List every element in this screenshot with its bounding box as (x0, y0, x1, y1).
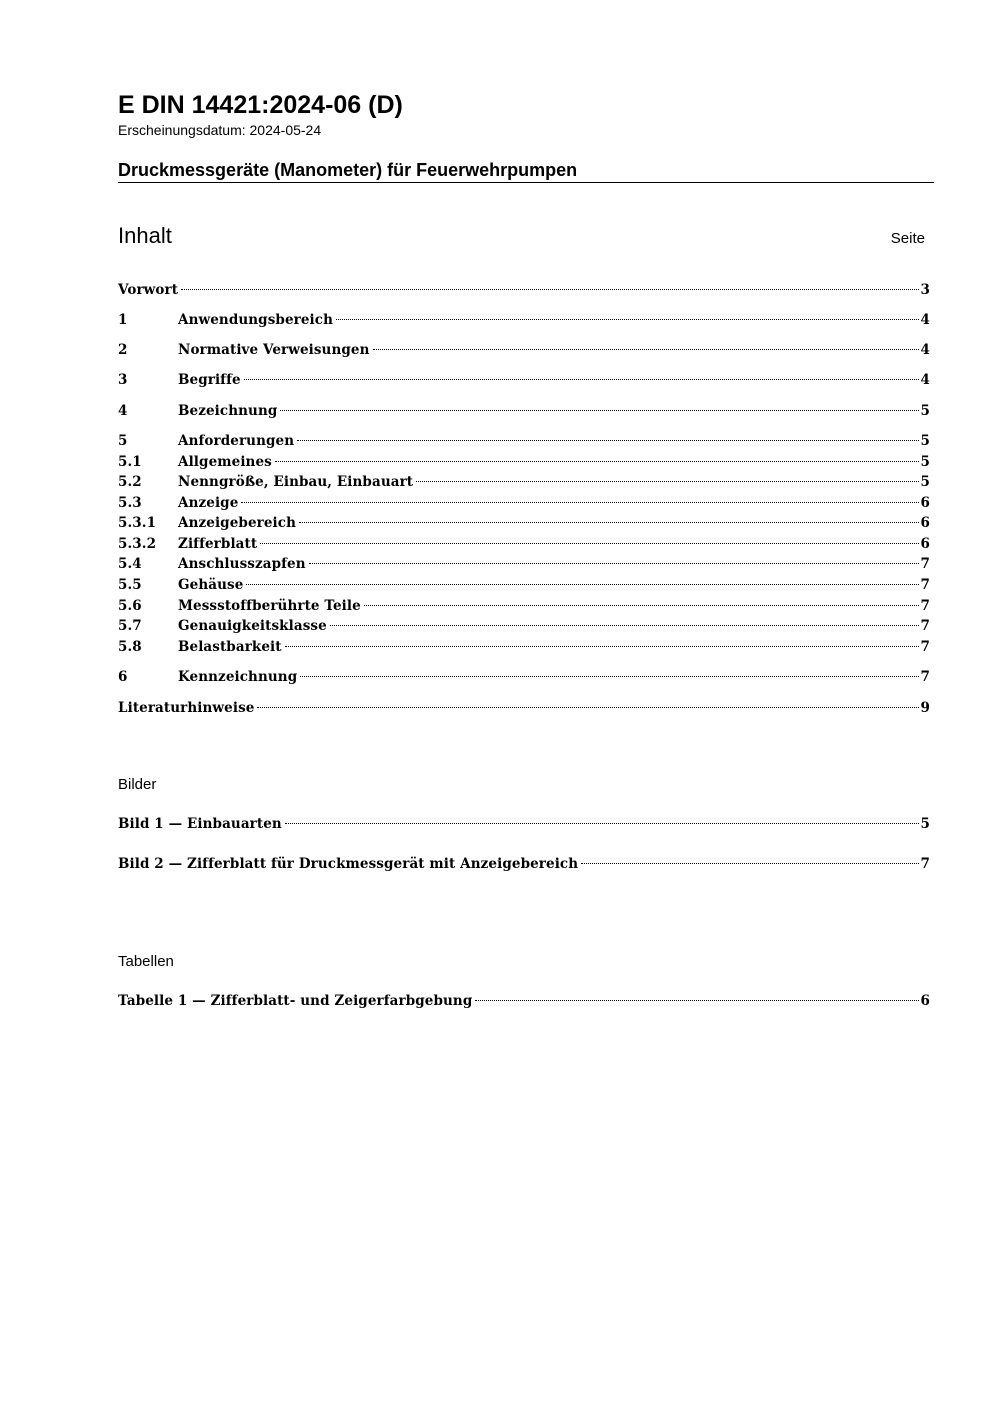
dot-leader (257, 707, 918, 708)
toc-entry-2[interactable] (118, 340, 930, 360)
dot-leader (299, 522, 919, 523)
dot-leader (280, 410, 918, 411)
toc-entry-title: Kennzeichnung (178, 669, 298, 685)
toc-entry-title: Begriffe (178, 372, 241, 388)
tables-heading: Tabellen (118, 953, 174, 970)
dot-leader (309, 563, 919, 564)
toc-entry-number: 6 (118, 669, 128, 685)
dot-leader (285, 823, 919, 824)
document-title: Druckmessgeräte (Manometer) für Feuerwehrpumpen (118, 160, 578, 180)
publication-date: Erscheinungsdatum: 2024-05-24 (118, 122, 322, 138)
toc-entry-page: 6 (920, 515, 930, 531)
dot-leader (364, 605, 919, 606)
toc-entry-title: Allgemeines (178, 454, 272, 470)
toc-entry-5-3-1[interactable] (118, 513, 930, 533)
toc-entry-page: 6 (920, 495, 930, 511)
dot-leader (285, 646, 919, 647)
toc-entry-1[interactable] (118, 310, 930, 330)
toc-entry-number: 5.3.1 (118, 515, 157, 531)
toc-entry-5-8[interactable] (118, 637, 930, 657)
toc-entry-page: 7 (920, 556, 930, 572)
toc-entry-page: 7 (920, 618, 930, 634)
toc-entry-5-2[interactable] (118, 472, 930, 492)
figure-entry-1[interactable] (118, 814, 930, 834)
dot-leader (475, 1000, 918, 1001)
title-underline (118, 182, 934, 183)
toc-entry-number: 2 (118, 342, 128, 358)
toc-entry-number: 5.3.2 (118, 536, 157, 552)
toc-entry-title: Belastbarkeit (178, 639, 282, 655)
toc-entry-page: 7 (920, 856, 930, 872)
toc-entry-title: Anzeige (178, 495, 239, 511)
toc-entry-page: 4 (920, 372, 930, 388)
toc-entry-page: 5 (920, 474, 930, 490)
dot-leader (297, 440, 918, 441)
toc-entry-page: 5 (920, 433, 930, 449)
toc-entry-number: 4 (118, 403, 128, 419)
toc-entry-number: 1 (118, 312, 128, 328)
toc-entry-number: 5.7 (118, 618, 142, 634)
toc-entry-page: 4 (920, 312, 930, 328)
toc-entry-title: Anforderungen (178, 433, 295, 449)
toc-entry-page: 3 (920, 282, 930, 298)
toc-entry-literaturhinweise[interactable] (118, 698, 930, 718)
dot-leader (300, 676, 918, 677)
toc-entry-title: Bild 1 — Einbauarten (118, 816, 282, 832)
toc-entry-5[interactable] (118, 431, 930, 451)
page-column-label: Seite (890, 230, 925, 247)
dot-leader (581, 863, 918, 864)
dot-leader (275, 461, 919, 462)
toc-entry-title: Nenngröße, Einbau, Einbauart (178, 474, 414, 490)
toc-entry-number: 5.3 (118, 495, 142, 511)
toc-entry-title: Gehäuse (178, 577, 244, 593)
toc-entry-number: 5 (118, 433, 128, 449)
toc-entry-title: Bezeichnung (178, 403, 278, 419)
toc-entry-title: Literaturhinweise (118, 700, 255, 716)
toc-entry-number: 3 (118, 372, 128, 388)
toc-heading: Inhalt (118, 223, 172, 248)
toc-entry-title: Anschlusszapfen (178, 556, 306, 572)
dot-leader (330, 625, 919, 626)
dot-leader (260, 543, 918, 544)
toc-entry-title: Normative Verweisungen (178, 342, 370, 358)
toc-entry-page: 7 (920, 577, 930, 593)
dot-leader (336, 319, 918, 320)
toc-entry-page: 4 (920, 342, 930, 358)
toc-entry-5-4[interactable] (118, 554, 930, 574)
toc-entry-5-5[interactable] (118, 575, 930, 595)
dot-leader (246, 584, 918, 585)
toc-entry-page: 9 (920, 700, 930, 716)
toc-entry-5-7[interactable] (118, 616, 930, 636)
toc-entry-page: 6 (920, 993, 930, 1009)
toc-entry-number: 5.6 (118, 598, 142, 614)
dot-leader (244, 379, 919, 380)
toc-entry-number: 5.4 (118, 556, 142, 572)
figures-heading: Bilder (118, 776, 157, 793)
toc-entry-title: Anwendungsbereich (178, 312, 334, 328)
toc-entry-5-1[interactable] (118, 452, 930, 472)
toc-entry-5-3[interactable] (118, 493, 930, 513)
figure-entry-2[interactable] (118, 854, 930, 874)
dot-leader (416, 481, 918, 482)
toc-entry-4[interactable] (118, 401, 930, 421)
toc-entry-title: Zifferblatt (178, 536, 258, 552)
toc-entry-5-6[interactable] (118, 596, 930, 616)
toc-entry-number: 5.2 (118, 474, 142, 490)
dot-leader (241, 502, 918, 503)
toc-entry-number: 5.1 (118, 454, 142, 470)
toc-entry-title: Anzeigebereich (178, 515, 296, 531)
toc-entry-number: 5.5 (118, 577, 142, 593)
toc-entry-title: Bild 2 — Zifferblatt für Druckmessgerät mit Anzeigebereich (118, 856, 579, 872)
toc-entry-page: 5 (920, 816, 930, 832)
toc-entry-page: 5 (920, 454, 930, 470)
toc-entry-title: Messstoffberührte Teile (178, 598, 361, 614)
toc-entry-number: 5.8 (118, 639, 142, 655)
toc-entry-3[interactable] (118, 370, 930, 390)
toc-entry-page: 7 (920, 639, 930, 655)
toc-entry-title: Genauigkeitsklasse (178, 618, 327, 634)
toc-entry-title: Tabelle 1 — Zifferblatt- und Zeigerfarbgebung (118, 993, 473, 1009)
table-entry-1[interactable] (118, 991, 930, 1011)
dot-leader (373, 349, 919, 350)
toc-entry-5-3-2[interactable] (118, 534, 930, 554)
toc-entry-page: 6 (920, 536, 930, 552)
toc-entry-vorwort[interactable] (118, 280, 930, 300)
dot-leader (181, 289, 918, 290)
toc-entry-title: Vorwort (118, 282, 179, 298)
document-id: E DIN 14421:2024-06 (D) (118, 91, 403, 119)
toc-entry-page: 5 (920, 403, 930, 419)
toc-entry-page: 7 (920, 669, 930, 685)
toc-entry-page: 7 (920, 598, 930, 614)
toc-entry-6[interactable] (118, 667, 930, 687)
